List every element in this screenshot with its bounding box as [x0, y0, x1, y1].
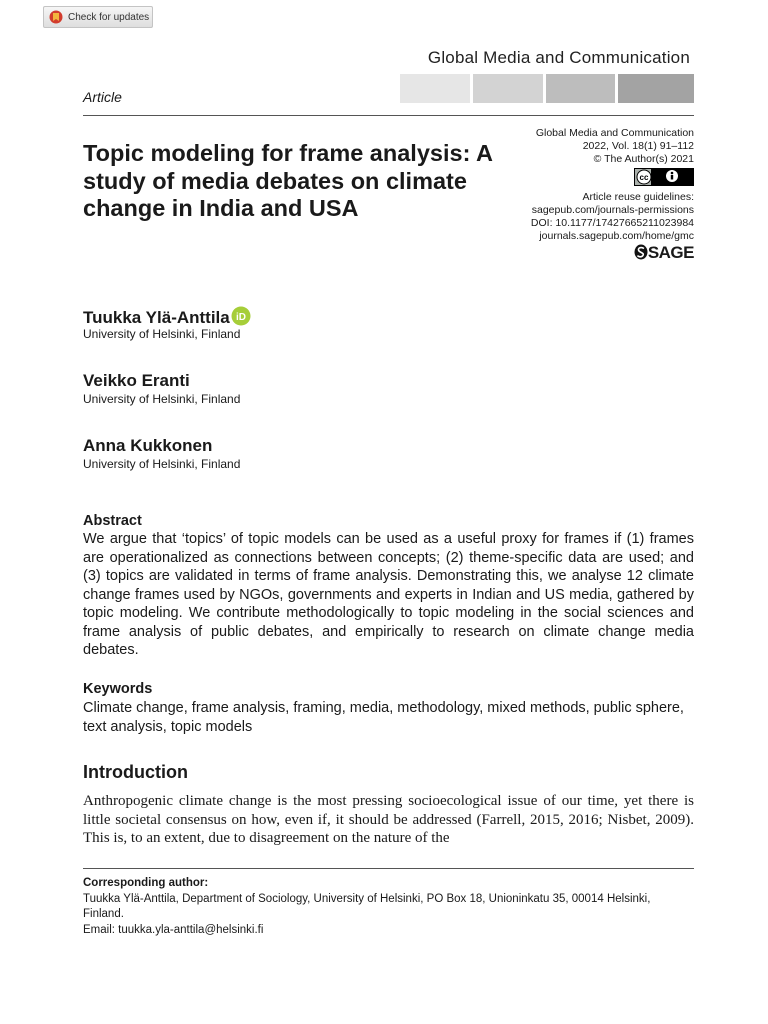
sage-logo	[531, 244, 694, 260]
author-name-2: Veikko Eranti	[83, 371, 190, 390]
keywords-heading: Keywords	[83, 681, 153, 697]
author-name-1-text: Tuukka Ylä-Anttila	[83, 307, 230, 327]
author-affiliation-1: University of Helsinki, Finland	[83, 327, 241, 341]
meta-journal-link[interactable]: journals.sagepub.com/home/gmc	[539, 230, 694, 242]
sage-wordmark: SAGE	[647, 242, 694, 262]
author-affiliation-3: University of Helsinki, Finland	[83, 457, 241, 471]
article-type-label: Article	[83, 89, 122, 105]
meta-volume: 2022, Vol. 18(1) 91–112	[582, 140, 694, 152]
publication-metadata	[531, 127, 694, 260]
introduction-text: Anthropogenic climate change is the most pressing socioecological issue of our time, yet there is little societal consensus on how, even if, it should be addressed (Farrell, 2015, 2016; Nisbet, 2009). This is, to an extent, due to disagreement on the nature of the	[83, 793, 694, 846]
meta-reuse-link[interactable]: sagepub.com/journals-permissions	[531, 204, 694, 216]
meta-doi[interactable]: DOI: 10.1177/17427665211023984	[530, 217, 694, 229]
header-block-1	[400, 74, 470, 103]
journal-name: Global Media and Communication	[427, 48, 690, 67]
header-divider	[83, 115, 694, 116]
corresponding-author-note	[83, 876, 694, 938]
header-block-4	[618, 74, 694, 103]
sage-s-icon	[634, 244, 648, 260]
corresponding-author-email[interactable]: Email: tuukka.yla-anttila@helsinki.fi	[83, 923, 264, 936]
abstract-text: We argue that ‘topics’ of topic models can be used as a useful proxy for frames if (1) frames are operationalized as connections between concepts; (2) theme-specific data are used; and (3) topics are validated in terms of frame analysis. Demonstrating this, we analyse 12 climate change frames used by NGOs, governments and experts in Indian and US media, gathered by topic modeling. We contribute methodologically to topic modeling in the social sciences and frame analysis of public debates, and empirically to research on climate change media debates.	[83, 531, 694, 658]
check-for-updates-button[interactable]	[43, 6, 153, 28]
check-for-updates-label: Check for updates	[68, 11, 150, 23]
orcid-text: iD	[235, 312, 246, 323]
cc-text: cc	[639, 173, 649, 182]
article-title: Topic modeling for frame analysis: A study of media debates on climate change in India and USA	[83, 140, 493, 221]
header-block-3	[546, 74, 615, 103]
footnote-divider	[83, 868, 694, 869]
author-affiliation-2: University of Helsinki, Finland	[83, 392, 241, 406]
cc-license-icon[interactable]	[634, 168, 694, 190]
abstract-heading: Abstract	[83, 513, 142, 529]
meta-journal: Global Media and Communication	[535, 127, 694, 139]
author-name-3: Anna Kukkonen	[83, 436, 213, 455]
meta-copyright: © The Author(s) 2021	[593, 153, 694, 165]
meta-reuse-label: Article reuse guidelines:	[582, 191, 694, 203]
introduction-heading: Introduction	[83, 762, 188, 782]
crossmark-icon	[49, 10, 63, 24]
corresponding-author-heading: Corresponding author:	[83, 877, 209, 889]
header-block-2	[473, 74, 543, 103]
corresponding-author-address: Tuukka Ylä-Anttila, Department of Sociology, University of Helsinki, PO Box 18, Unioninkatu 35, 00014 Helsinki, Finland.	[83, 892, 651, 920]
keywords-text: Climate change, frame analysis, framing, media, methodology, mixed methods, public sphere, text analysis, topic models	[83, 700, 684, 735]
